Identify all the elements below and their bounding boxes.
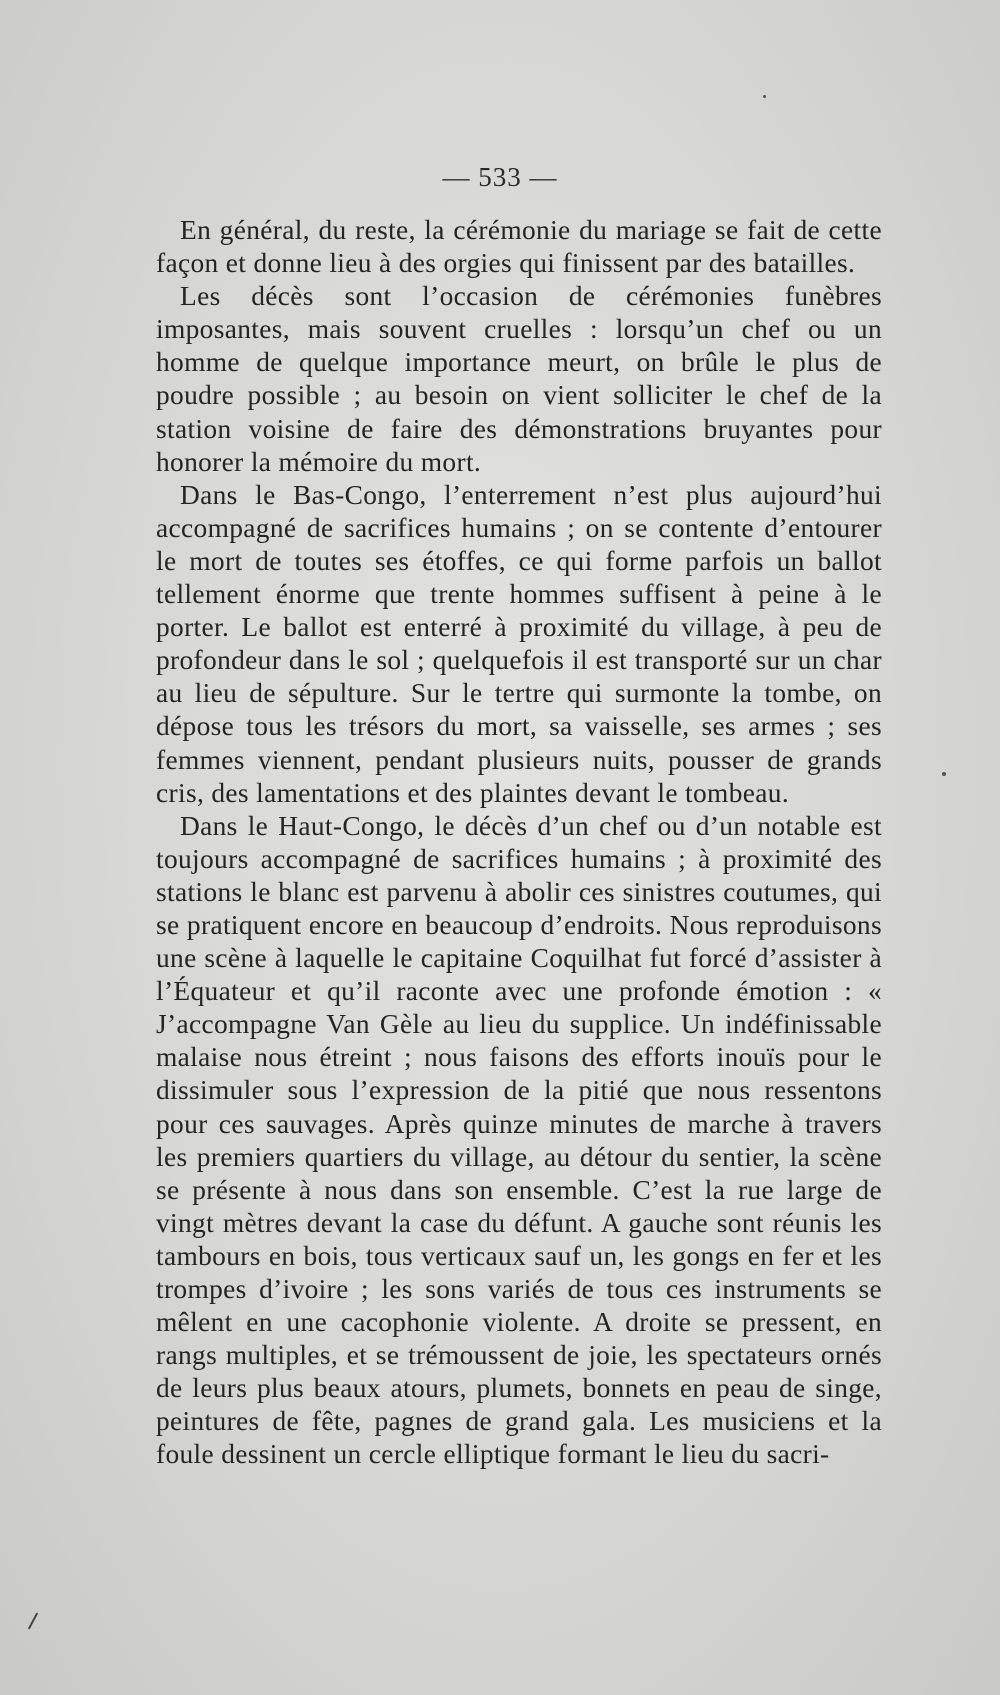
page-number: — 533 — bbox=[442, 162, 558, 192]
paper-mark bbox=[28, 1613, 38, 1630]
paragraph-haut-congo: Dans le Haut-Congo, le décès d’un chef ou d’un notable est toujours accompagné de sacrifices humains ; à proximité des stations le blanc est parvenu à abolir ces sinistres coutumes, qui se pratiquent encore en beaucoup d’endroits. Nous reproduisons une scène à laquelle le capitaine Coquilhat fut forcé d’assister à l’Équateur et qu’il raconte avec une profonde émotion : « J’accompagne Van Gèle au lieu du supplice. Un indéfinissable malaise nous étreint ; nous faisons des efforts inouïs pour le dissimuler sous l’expression de la pitié que nous ressentons pour ces sauvages. Après quinze minutes de marche à travers les premiers quartiers du village, au détour du sentier, la scène se présente à nous dans son ensemble. C’est la rue large de vingt mètres devant la case du défunt. A gauche sont réunis les tambours en bois, tous verticaux sauf un, les gongs en fer et les trompes d’ivoire ; les sons variés de tous ces instruments se mêlent en une cacophonie violente. A droite se pressent, en rangs multiples, et se trémoussent de joie, les spectateurs ornés de leurs plus beaux atours, plumets, bonnets en peau de singe, peintures de fête, pagnes de grand gala. Les musiciens et la foule dessinent un cercle elliptique formant le lieu du sacri- bbox=[156, 810, 882, 1470]
body-text bbox=[156, 214, 882, 1472]
paragraph-deaths: Les décès sont l’occasion de cérémonies funèbres imposantes, mais souvent cruelles : lorsqu’un chef ou un homme de quelque importance meurt, on brûle le plus de poudre possible ; au besoin on vient solliciter le chef de la station voisine de faire des démonstrations bruyantes pour honorer la mémoire du mort. bbox=[156, 281, 882, 477]
paper-speck bbox=[942, 772, 946, 776]
paragraph-bas-congo: Dans le Bas-Congo, l’enterrement n’est plus aujourd’hui accompagné de sacrifices humains ; on se contente d’entourer le mort de toutes ses étoffes, ce qui forme parfois un ballot tellement énorme que trente hommes suffisent à peine à le porter. Le ballot est enterré à proximité du village, à peu de profondeur dans le sol ; quelquefois il est transporté sur un char au lieu de sépulture. Sur le tertre qui surmonte la tombe, on dépose tous les trésors du mort, sa vaisselle, ses armes ; ses femmes viennent, pendant plusieurs nuits, pousser de grands cris, des lamentations et des plaintes devant le tombeau. bbox=[156, 479, 882, 808]
paragraph-marriage: En général, du reste, la cérémonie du mariage se fait de cette façon et donne lieu à des orgies qui finissent par des batailles. bbox=[156, 215, 882, 279]
paper-speck bbox=[763, 95, 766, 98]
